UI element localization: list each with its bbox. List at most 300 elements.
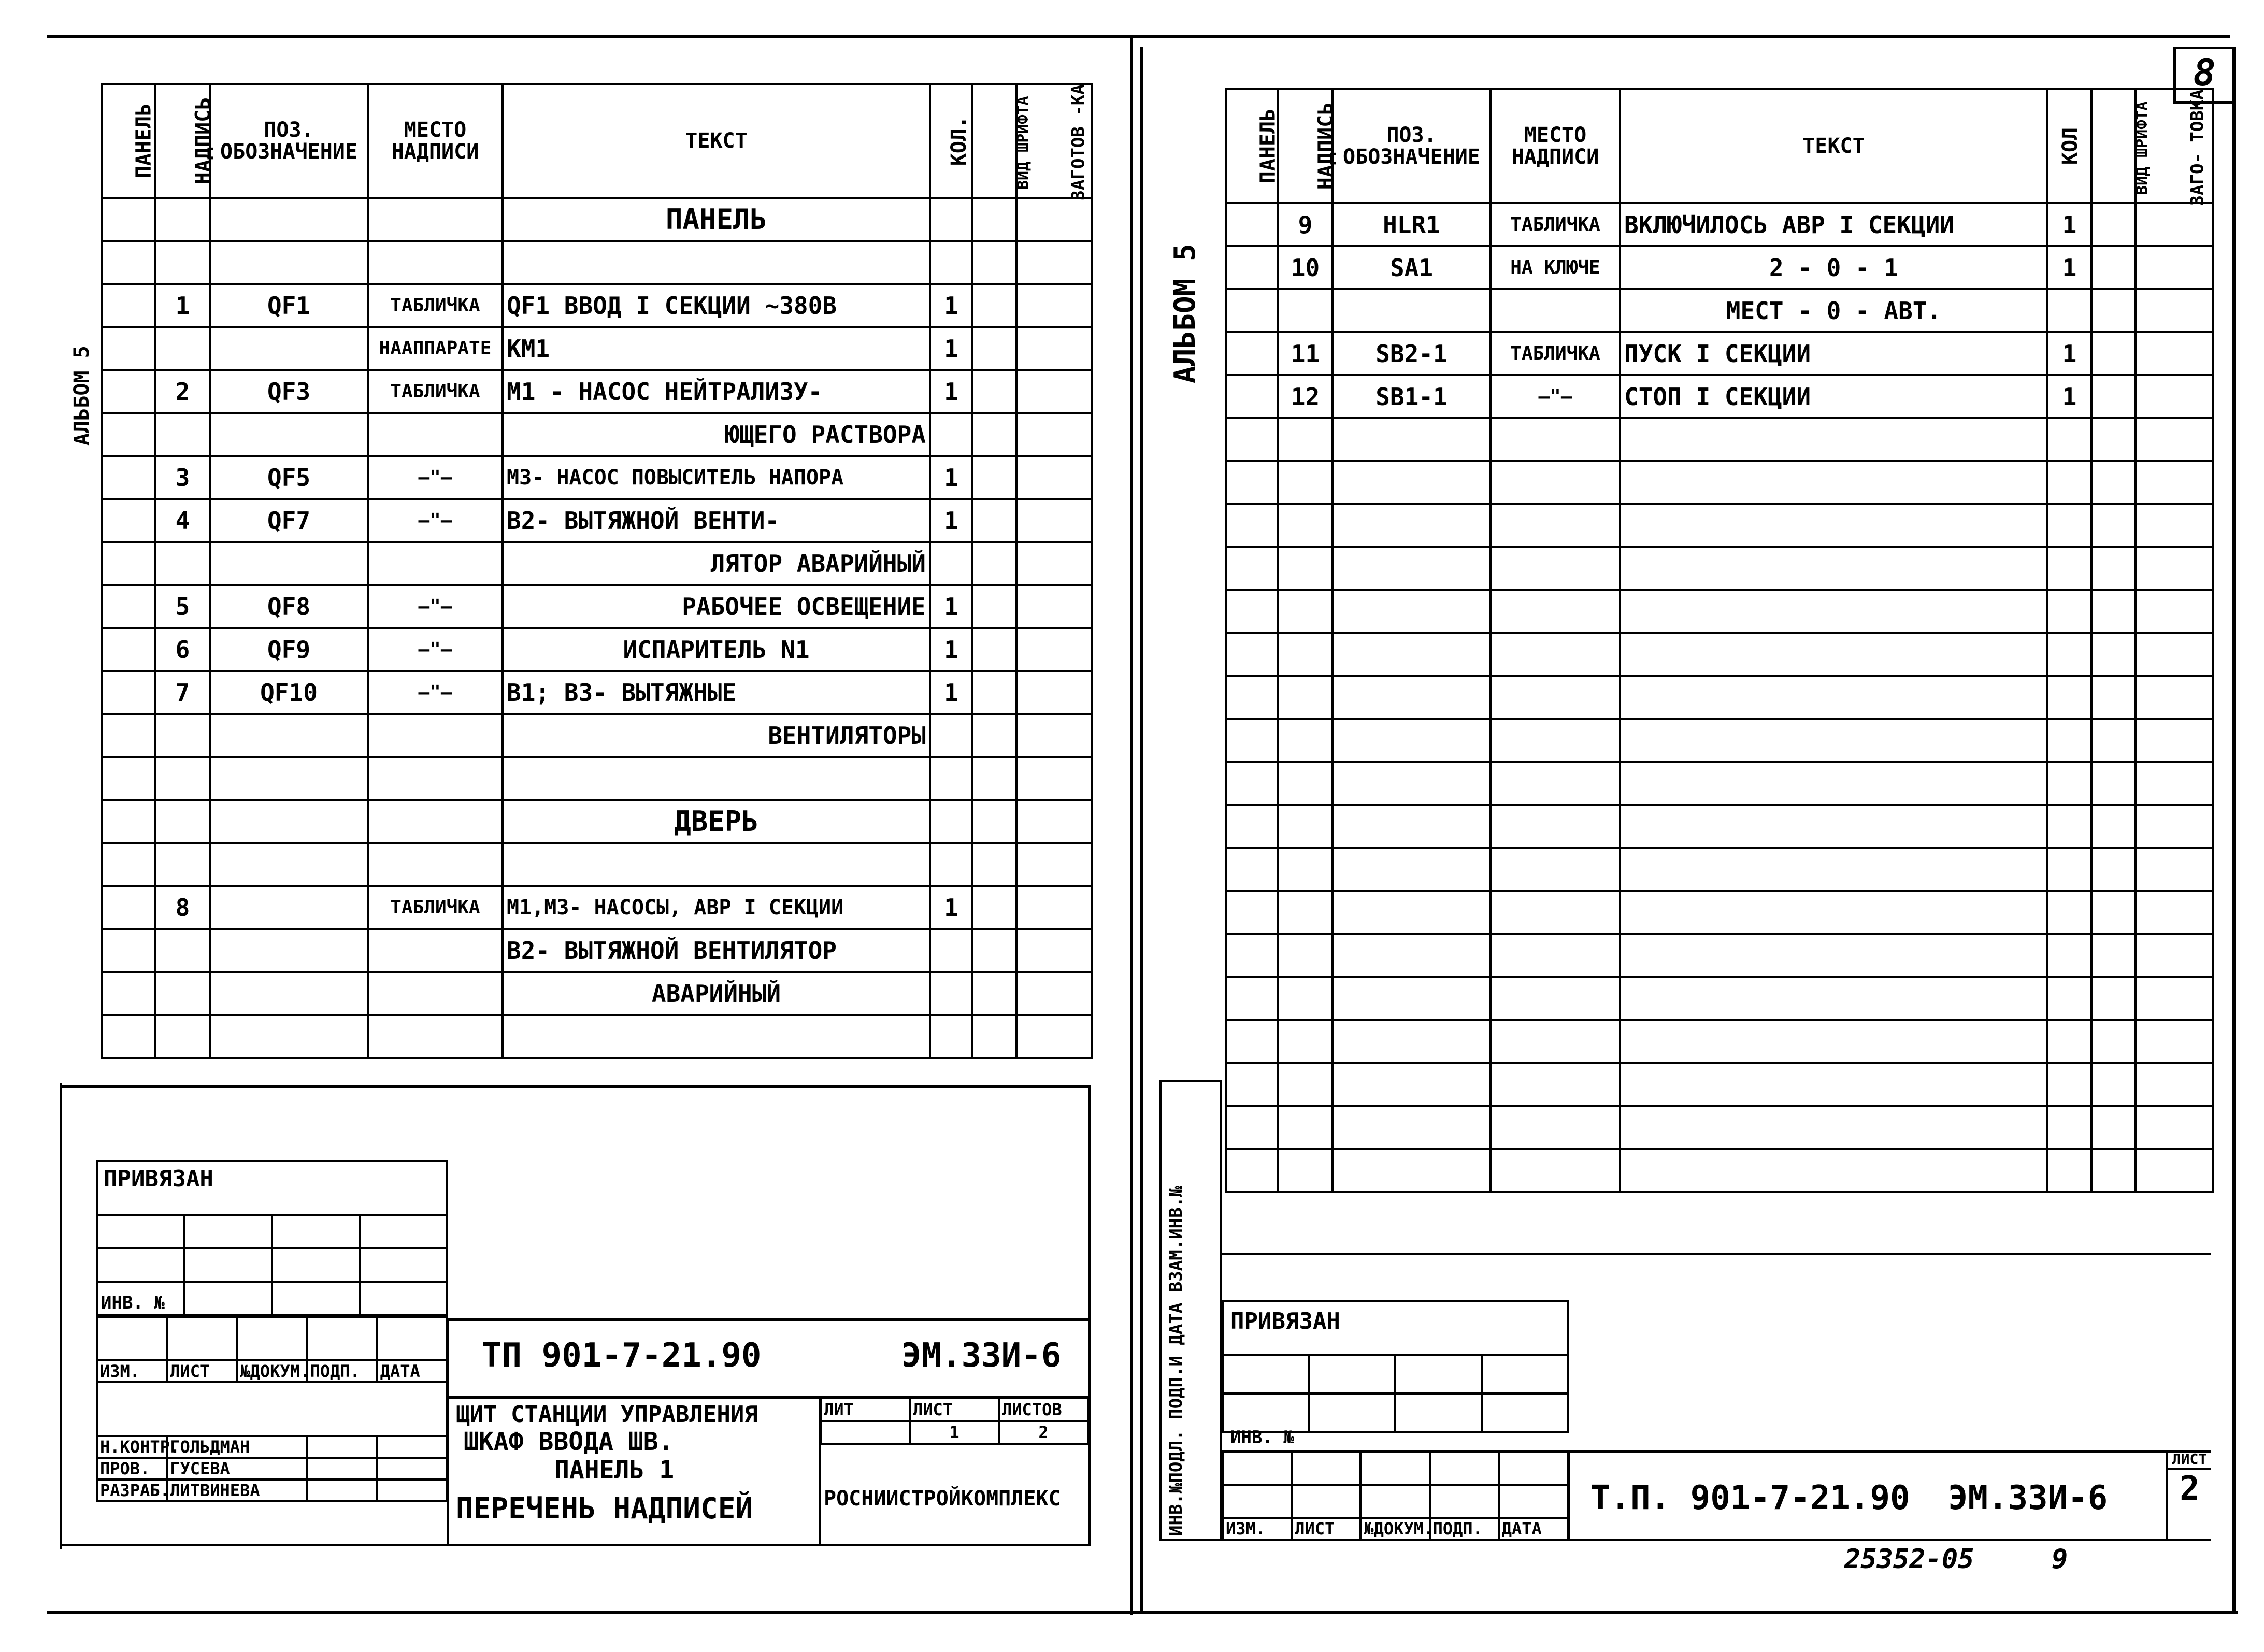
blank-cell	[2136, 332, 2213, 375]
place-cell: НА КЛЮЧЕ	[1491, 246, 1620, 289]
center-divider	[1130, 35, 1133, 1615]
table-row	[1226, 1149, 2213, 1192]
text-cell: СТОП I СЕКЦИИ	[1620, 375, 2047, 418]
left-revision-grid	[96, 1316, 448, 1502]
qty-cell	[930, 1015, 972, 1058]
blank-cell	[2136, 1020, 2213, 1063]
place-cell	[368, 198, 503, 241]
blank-cell	[1016, 327, 1092, 370]
place-cell	[1491, 848, 1620, 891]
name-2: ГУСЕВА	[167, 1458, 307, 1479]
position-cell: QF7	[210, 499, 368, 542]
bottom-rule	[47, 1611, 2238, 1614]
font-cell	[2091, 461, 2136, 504]
panel-cell	[1226, 977, 1278, 1020]
label-number-cell	[155, 714, 210, 757]
blank-cell	[1016, 542, 1092, 585]
place-cell	[1491, 1149, 1620, 1192]
position-cell	[1332, 676, 1491, 719]
panel-cell	[102, 628, 155, 671]
left-inv-label: ИНВ. №	[101, 1292, 165, 1313]
left-stamp-right	[1088, 1085, 1091, 1546]
blank-cell	[1016, 886, 1092, 929]
label-number-cell	[1278, 590, 1332, 633]
right-revision-grid	[1222, 1450, 1569, 1541]
text-cell	[1620, 891, 2047, 934]
font-cell	[2091, 246, 2136, 289]
label-number-cell: 10	[1278, 246, 1332, 289]
r-header-pos: ПОЗ. ОБОЗНАЧЕНИЕ	[1332, 89, 1491, 203]
qty-cell	[930, 542, 972, 585]
label-number-cell	[1278, 418, 1332, 461]
table-row	[102, 198, 1092, 241]
qty-cell	[930, 972, 972, 1015]
font-cell	[972, 800, 1016, 843]
r-col-doc: №ДОКУМ.	[1360, 1518, 1429, 1540]
position-cell: SB1-1	[1332, 375, 1491, 418]
qty-cell: 1	[930, 327, 972, 370]
qty-cell	[2047, 719, 2091, 762]
place-cell	[368, 972, 503, 1015]
panel-cell	[102, 671, 155, 714]
label-number-cell: 11	[1278, 332, 1332, 375]
panel-cell	[102, 886, 155, 929]
panel-cell	[1226, 848, 1278, 891]
panel-cell	[102, 585, 155, 628]
left-title-4: ПЕРЕЧЕНЬ НАДПИСЕЙ	[456, 1492, 753, 1526]
position-cell	[1332, 762, 1491, 805]
table-row	[102, 628, 1092, 671]
text-cell: ВКЛЮЧИЛОСЬ АВР I СЕКЦИИ	[1620, 203, 2047, 246]
text-cell: ПАНЕЛЬ	[503, 198, 930, 241]
qty-cell	[2047, 848, 2091, 891]
header-blank: ЗАГОТОВ -КА	[1016, 84, 1092, 198]
text-cell	[1620, 762, 2047, 805]
qty-cell	[2047, 1149, 2091, 1192]
text-cell	[1620, 676, 2047, 719]
position-cell	[1332, 848, 1491, 891]
font-cell	[2091, 719, 2136, 762]
label-number-cell	[155, 542, 210, 585]
table-row	[102, 1015, 1092, 1058]
font-cell	[972, 1015, 1016, 1058]
text-cell	[1620, 547, 2047, 590]
qty-cell: 1	[930, 886, 972, 929]
r-col-date: ДАТА	[1499, 1518, 1568, 1540]
right-bound-label: ПРИВЯЗАН	[1230, 1308, 1340, 1334]
table-row	[102, 284, 1092, 327]
blank-cell	[2136, 1106, 2213, 1149]
font-cell	[2091, 203, 2136, 246]
blank-cell	[2136, 676, 2213, 719]
qty-cell	[2047, 1106, 2091, 1149]
blank-cell	[2136, 547, 2213, 590]
left-stamp-bottom	[60, 1544, 1091, 1546]
r-col-izm: ИЗМ.	[1223, 1518, 1292, 1540]
position-cell	[1332, 633, 1491, 676]
font-cell	[2091, 762, 2136, 805]
text-cell: 2 - 0 - 1	[1620, 246, 2047, 289]
table-row	[102, 843, 1092, 886]
blank-cell	[1016, 628, 1092, 671]
font-cell	[972, 327, 1016, 370]
position-cell	[1332, 1149, 1491, 1192]
table-row	[1226, 504, 2213, 547]
position-cell: HLR1	[1332, 203, 1491, 246]
font-cell	[972, 585, 1016, 628]
qty-cell	[930, 714, 972, 757]
top-rule	[47, 35, 1132, 38]
panel-cell	[1226, 504, 1278, 547]
position-cell	[210, 1015, 368, 1058]
position-cell	[210, 843, 368, 886]
blank-cell	[2136, 1149, 2213, 1192]
qty-cell	[930, 757, 972, 800]
position-cell: QF1	[210, 284, 368, 327]
panel-cell	[1226, 332, 1278, 375]
right-sheet-number: 2	[2180, 1470, 2200, 1508]
panel-cell	[102, 800, 155, 843]
blank-cell	[2136, 203, 2213, 246]
position-cell	[1332, 891, 1491, 934]
text-cell: М3- НАСОС ПОВЫСИТЕЛЬ НАПОРА	[503, 456, 930, 499]
font-cell	[972, 456, 1016, 499]
label-number-cell	[155, 413, 210, 456]
text-cell	[1620, 590, 2047, 633]
blank-cell	[2136, 633, 2213, 676]
blank-cell	[2136, 805, 2213, 848]
table-row	[1226, 805, 2213, 848]
panel-cell	[102, 929, 155, 972]
blank-cell	[2136, 934, 2213, 977]
panel-cell	[1226, 934, 1278, 977]
left-title-3: ПАНЕЛЬ 1	[554, 1456, 675, 1485]
position-cell: QF10	[210, 671, 368, 714]
label-number-cell	[155, 241, 210, 284]
r-header-qty: КОЛ	[2047, 89, 2091, 203]
qty-cell	[2047, 762, 2091, 805]
label-number-cell	[1278, 1106, 1332, 1149]
label-number-cell: 4	[155, 499, 210, 542]
text-cell	[1620, 633, 2047, 676]
label-number-cell: 12	[1278, 375, 1332, 418]
position-cell	[210, 800, 368, 843]
place-cell: —"—	[368, 585, 503, 628]
panel-cell	[1226, 633, 1278, 676]
blank-cell	[2136, 590, 2213, 633]
table-row	[102, 456, 1092, 499]
table-row	[102, 327, 1092, 370]
panel-cell	[102, 757, 155, 800]
place-cell	[1491, 633, 1620, 676]
right-drawing-code: ЭМ.33И-6	[1948, 1479, 2108, 1517]
place-cell	[368, 241, 503, 284]
left-code-rule-top	[448, 1318, 1091, 1321]
table-row	[1226, 246, 2213, 289]
label-number-cell	[1278, 547, 1332, 590]
left-title-1: ЩИТ СТАНЦИИ УПРАВЛЕНИЯ	[456, 1401, 758, 1428]
place-cell	[1491, 289, 1620, 332]
panel-cell	[1226, 762, 1278, 805]
table-row	[1226, 332, 2213, 375]
qty-cell: 1	[2047, 375, 2091, 418]
font-cell	[2091, 418, 2136, 461]
label-number-cell	[155, 800, 210, 843]
font-cell	[2091, 1020, 2136, 1063]
r-col-list: ЛИСТ	[1292, 1518, 1360, 1540]
text-cell	[1620, 1106, 2047, 1149]
font-cell	[972, 413, 1016, 456]
place-cell: —"—	[368, 456, 503, 499]
panel-cell	[1226, 461, 1278, 504]
place-cell	[368, 843, 503, 886]
blank-cell	[2136, 461, 2213, 504]
qty-cell	[2047, 676, 2091, 719]
left-stamp-edge	[60, 1083, 62, 1549]
qty-cell	[2047, 633, 2091, 676]
blank-cell	[1016, 843, 1092, 886]
panel-cell	[1226, 1149, 1278, 1192]
font-cell	[972, 886, 1016, 929]
text-cell	[1620, 934, 2047, 977]
text-cell: В1; В3- ВЫТЯЖНЫЕ	[503, 671, 930, 714]
panel-cell	[1226, 203, 1278, 246]
place-cell: —"—	[368, 499, 503, 542]
table-row	[102, 671, 1092, 714]
place-cell	[1491, 676, 1620, 719]
right-page-number: 8	[2173, 47, 2236, 104]
blank-cell	[1016, 413, 1092, 456]
header-pos: ПОЗ. ОБОЗНАЧЕНИЕ	[210, 84, 368, 198]
place-cell	[368, 800, 503, 843]
qty-cell: 1	[2047, 246, 2091, 289]
font-cell	[2091, 633, 2136, 676]
place-cell: —"—	[368, 628, 503, 671]
position-cell	[1332, 504, 1491, 547]
place-cell	[1491, 1063, 1620, 1106]
blank-cell	[1016, 1015, 1092, 1058]
position-cell	[1332, 1020, 1491, 1063]
font-cell	[2091, 547, 2136, 590]
place-cell: ТАБЛИЧКА	[368, 284, 503, 327]
place-cell	[1491, 504, 1620, 547]
label-number-cell	[1278, 461, 1332, 504]
font-cell	[972, 628, 1016, 671]
right-header-row	[1226, 89, 2213, 203]
place-cell	[1491, 891, 1620, 934]
left-code-rule-left	[447, 1318, 449, 1546]
qty-cell	[2047, 977, 2091, 1020]
qty-cell	[2047, 805, 2091, 848]
header-label: НАДПИСЬ	[155, 84, 210, 198]
blank-cell	[1016, 241, 1092, 284]
text-cell: QF1 ВВОД I СЕКЦИИ ~380В	[503, 284, 930, 327]
qty-cell	[930, 413, 972, 456]
place-cell: —"—	[1491, 375, 1620, 418]
place-cell	[1491, 805, 1620, 848]
place-cell	[1491, 547, 1620, 590]
name-3: ЛИТВИНЕВА	[167, 1479, 307, 1501]
qty-cell	[2047, 289, 2091, 332]
label-number-cell	[1278, 762, 1332, 805]
position-cell	[1332, 590, 1491, 633]
font-cell	[972, 972, 1016, 1015]
blank-cell	[1016, 499, 1092, 542]
position-cell	[210, 972, 368, 1015]
qty-cell	[930, 800, 972, 843]
label-number-cell	[1278, 848, 1332, 891]
panel-cell	[102, 972, 155, 1015]
blank-cell	[1016, 370, 1092, 413]
qty-cell: 1	[930, 585, 972, 628]
place-cell	[368, 929, 503, 972]
right-doc-code: Т.П. 901-7-21.90	[1590, 1479, 1910, 1517]
label-number-cell: 9	[1278, 203, 1332, 246]
table-row	[102, 413, 1092, 456]
panel-cell	[102, 456, 155, 499]
label-number-cell	[1278, 1149, 1332, 1192]
place-cell: НААППАРАТЕ	[368, 327, 503, 370]
table-row	[102, 499, 1092, 542]
left-header-row	[102, 84, 1092, 198]
qty-cell	[2047, 1063, 2091, 1106]
panel-cell	[1226, 1106, 1278, 1149]
place-cell	[1491, 590, 1620, 633]
label-number-cell	[1278, 289, 1332, 332]
label-number-cell	[1278, 633, 1332, 676]
right-album-label: АЛЬБОМ 5	[1168, 243, 1202, 383]
font-cell	[972, 241, 1016, 284]
position-cell: SB2-1	[1332, 332, 1491, 375]
panel-cell	[1226, 246, 1278, 289]
panel-cell	[1226, 289, 1278, 332]
label-number-cell	[155, 972, 210, 1015]
panel-cell	[1226, 1063, 1278, 1106]
header-panel: ПАНЕЛЬ	[102, 84, 155, 198]
label-number-cell	[1278, 1020, 1332, 1063]
blank-cell	[1016, 714, 1092, 757]
panel-cell	[102, 714, 155, 757]
font-cell	[972, 714, 1016, 757]
table-row	[1226, 547, 2213, 590]
position-cell	[1332, 1063, 1491, 1106]
left-inscription-table	[101, 83, 1093, 1059]
sheets-label: ЛИСТОВ	[999, 1398, 1088, 1421]
left-org: РОСНИИСТРОЙКОМПЛЕКС	[824, 1487, 1061, 1511]
panel-cell	[102, 241, 155, 284]
text-cell	[1620, 848, 2047, 891]
text-cell	[503, 241, 930, 284]
label-number-cell	[1278, 504, 1332, 547]
label-number-cell	[155, 327, 210, 370]
blank-cell	[2136, 977, 2213, 1020]
table-row	[1226, 375, 2213, 418]
sheets-number: 2	[999, 1421, 1088, 1444]
position-cell	[210, 241, 368, 284]
position-cell	[210, 757, 368, 800]
text-cell: ПУСК I СЕКЦИИ	[1620, 332, 2047, 375]
blank-cell	[2136, 848, 2213, 891]
table-row	[1226, 633, 2213, 676]
font-cell	[2091, 375, 2136, 418]
blank-cell	[1016, 757, 1092, 800]
sheet-number: 1	[910, 1421, 999, 1444]
right-inscription-table	[1225, 88, 2214, 1193]
place-cell: ТАБЛИЧКА	[1491, 332, 1620, 375]
blank-cell	[2136, 375, 2213, 418]
position-cell	[1332, 977, 1491, 1020]
r-col-sign: ПОДП.	[1430, 1518, 1499, 1540]
text-cell	[503, 757, 930, 800]
qty-cell	[930, 843, 972, 886]
r-header-text: ТЕКСТ	[1620, 89, 2047, 203]
place-cell: ТАБЛИЧКА	[368, 370, 503, 413]
font-cell	[972, 542, 1016, 585]
qty-cell	[2047, 418, 2091, 461]
table-row	[102, 972, 1092, 1015]
font-cell	[972, 370, 1016, 413]
text-cell	[1620, 418, 2047, 461]
position-cell	[210, 413, 368, 456]
place-cell	[368, 413, 503, 456]
font-cell	[972, 198, 1016, 241]
blank-cell	[1016, 456, 1092, 499]
label-number-cell	[1278, 1063, 1332, 1106]
table-row	[1226, 934, 2213, 977]
table-row	[1226, 590, 2213, 633]
font-cell	[972, 757, 1016, 800]
table-row	[1226, 418, 2213, 461]
place-cell	[1491, 934, 1620, 977]
qty-cell	[2047, 504, 2091, 547]
font-cell	[2091, 1106, 2136, 1149]
qty-cell: 1	[2047, 332, 2091, 375]
label-number-cell: 8	[155, 886, 210, 929]
font-cell	[972, 843, 1016, 886]
text-cell: КМ1	[503, 327, 930, 370]
label-number-cell	[155, 1015, 210, 1058]
table-row	[102, 241, 1092, 284]
panel-cell	[102, 327, 155, 370]
label-number-cell: 5	[155, 585, 210, 628]
table-row	[1226, 676, 2213, 719]
archive-number: 25352-05	[1844, 1544, 1974, 1575]
text-cell	[1620, 1063, 2047, 1106]
col-doc: №ДОКУМ.	[237, 1360, 307, 1382]
right-code-left	[1567, 1450, 1570, 1541]
sheet-label: ЛИСТ	[910, 1398, 999, 1421]
position-cell	[210, 714, 368, 757]
right-stamp-top	[1222, 1253, 2211, 1255]
text-cell	[503, 843, 930, 886]
role-nkontr: Н.КОНТР.	[97, 1436, 167, 1458]
qty-cell	[2047, 934, 2091, 977]
label-number-cell	[155, 198, 210, 241]
text-cell	[1620, 719, 2047, 762]
blank-cell	[2136, 418, 2213, 461]
right-bound-grid	[1222, 1300, 1569, 1433]
col-sign: ПОДП.	[307, 1360, 377, 1382]
font-cell	[2091, 590, 2136, 633]
table-row	[1226, 1063, 2213, 1106]
label-number-cell	[1278, 977, 1332, 1020]
place-cell	[1491, 762, 1620, 805]
place-cell	[368, 714, 503, 757]
label-number-cell	[1278, 934, 1332, 977]
table-row	[1226, 848, 2213, 891]
archive-page: 9	[2052, 1544, 2068, 1575]
font-cell	[2091, 504, 2136, 547]
